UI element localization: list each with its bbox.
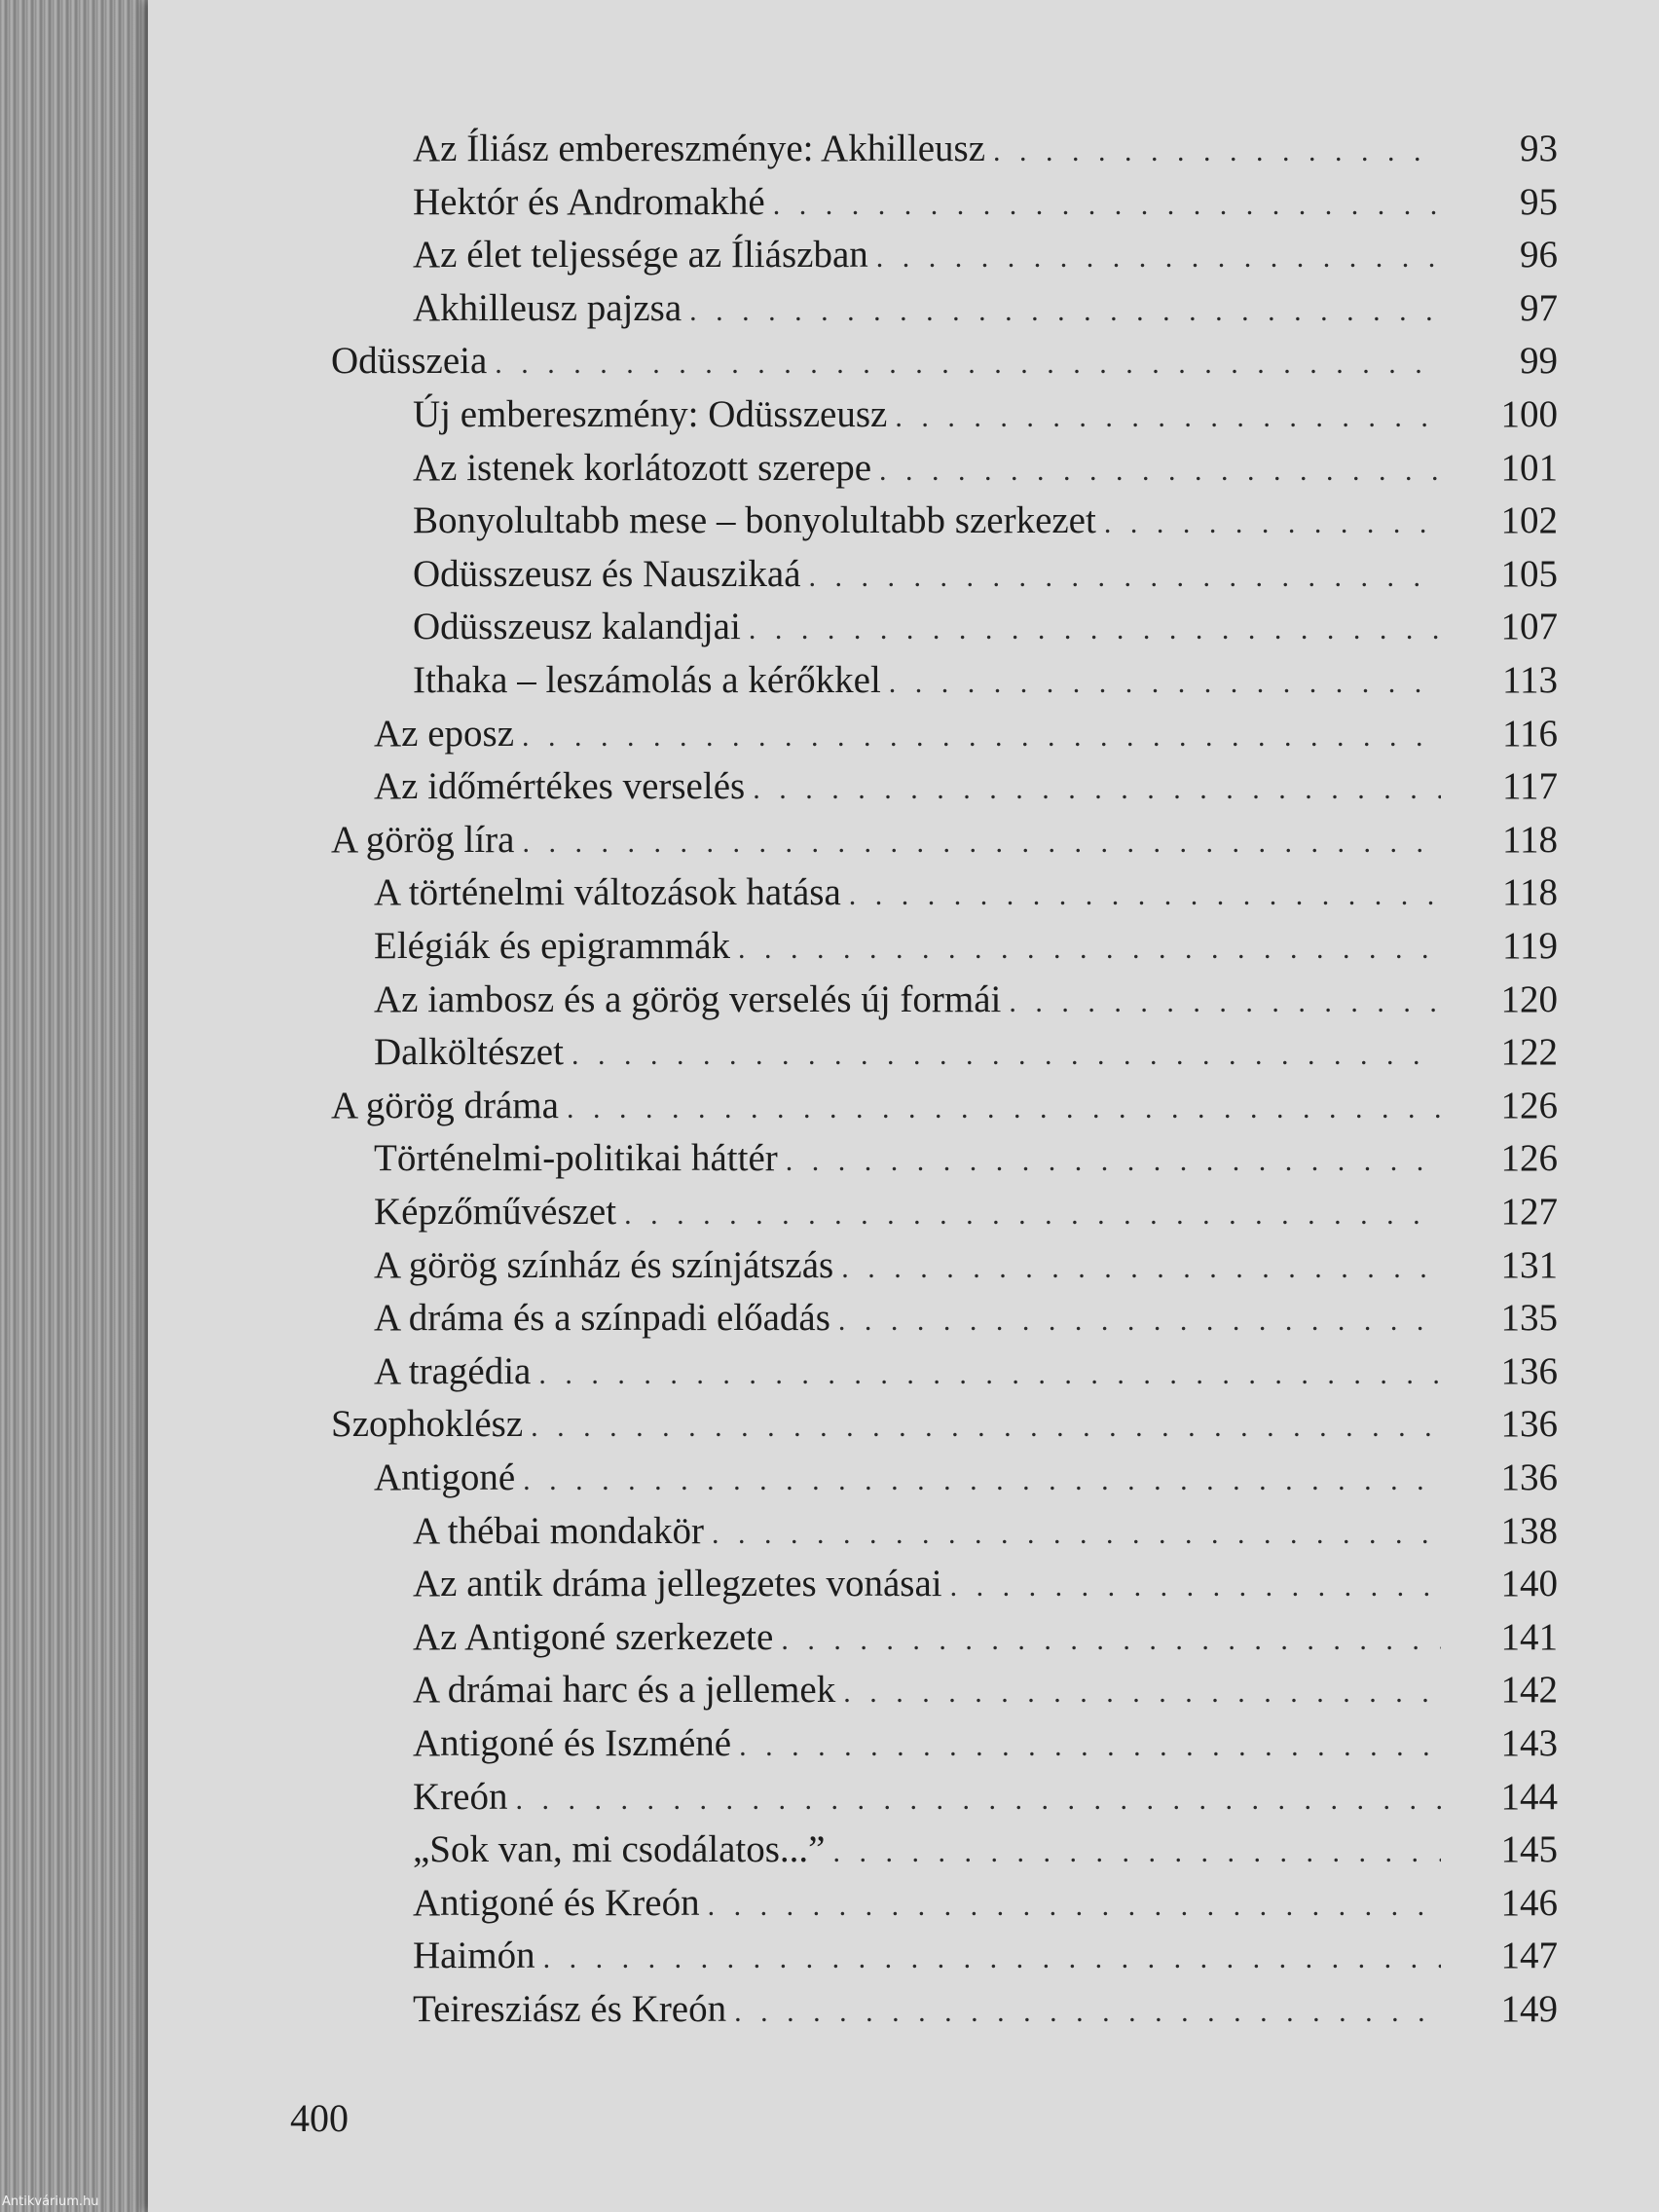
toc-entry-title: Az antik dráma jellegzetes vonásai: [413, 1563, 942, 1605]
toc-entry-title: Az iambosz és a görög verselés új formái: [374, 977, 1002, 1020]
toc-entry: [374, 1134, 1558, 1183]
toc-entry: [374, 762, 1558, 811]
toc-entry-page: 100: [1500, 393, 1558, 435]
toc-entry-title: A thébai mondakör: [413, 1509, 704, 1552]
toc-leader-dots: [849, 871, 1441, 920]
toc-leader-dots: [712, 1510, 1441, 1559]
toc-entry-title: Elégiák és epigrammák: [374, 925, 731, 967]
toc-entry-page: 126: [1500, 1137, 1558, 1180]
toc-entry-page: 136: [1500, 1403, 1558, 1446]
toc-leader-dots: [538, 1350, 1441, 1399]
toc-entry-title: A görög líra: [331, 818, 515, 861]
toc-leader-dots: [1009, 978, 1441, 1027]
toc-leader-dots: [734, 1988, 1441, 2037]
toc-leader-dots: [522, 713, 1441, 761]
toc-entry-title: Bonyolultabb mese – bonyolultabb szerkezet: [413, 499, 1096, 542]
toc-entry: [413, 231, 1558, 279]
toc-entry: [374, 710, 1558, 758]
toc-entry-page: 149: [1500, 1988, 1558, 2030]
toc-entry-page: 131: [1500, 1243, 1558, 1286]
toc-entry-title: Az istenek korlátozott szerepe: [413, 446, 872, 489]
toc-entry-page: 99: [1520, 340, 1558, 383]
toc-leader-dots: [531, 1403, 1441, 1452]
toc-entry: [413, 178, 1558, 227]
toc-entry-title: Antigoné és Iszméné: [413, 1722, 732, 1764]
toc-entry-page: 113: [1501, 659, 1558, 701]
toc-entry-page: 120: [1500, 977, 1558, 1020]
toc-entry-page: 127: [1500, 1191, 1558, 1233]
toc-entry: [374, 1241, 1558, 1290]
toc-entry-title: Szophoklész: [331, 1403, 524, 1446]
toc-entry-title: Akhilleusz pajzsa: [413, 286, 682, 329]
toc-entry-page: 107: [1500, 606, 1558, 648]
toc-entry-page: 118: [1501, 871, 1558, 914]
toc-entry-title: A drámai harc és a jellemek: [413, 1669, 836, 1712]
toc-leader-dots: [708, 1882, 1441, 1931]
toc-entry: [413, 497, 1558, 545]
toc-entry-page: 141: [1500, 1615, 1558, 1658]
toc-leader-dots: [786, 1137, 1441, 1186]
toc-entry: [331, 816, 1558, 865]
toc-entry: [374, 1188, 1558, 1236]
toc-leader-dots: [567, 1085, 1441, 1133]
toc-entry-title: A görög színház és színjátszás: [374, 1243, 834, 1286]
toc-entry-title: A történelmi változások hatása: [374, 871, 841, 914]
toc-entry-page: 143: [1500, 1722, 1558, 1764]
toc-entry-title: Odüsszeusz és Nauszikaá: [413, 552, 801, 595]
toc-entry: [413, 1773, 1558, 1822]
toc-entry: [413, 1932, 1558, 1980]
toc-entry-page: 101: [1500, 446, 1558, 489]
toc-entry-title: Az időmértékes verselés: [374, 765, 746, 808]
toc-leader-dots: [523, 1456, 1441, 1505]
toc-entry: [413, 125, 1558, 173]
toc-entry: [413, 1825, 1558, 1874]
toc-entry: [413, 656, 1558, 705]
toc-entry-page: 146: [1500, 1881, 1558, 1924]
toc-entry-title: Történelmi-politikai háttér: [374, 1137, 778, 1180]
toc-entry-page: 93: [1520, 128, 1558, 169]
toc-entry-title: Odüsszeusz kalandjai: [413, 606, 741, 648]
toc-leader-dots: [876, 234, 1441, 282]
toc-entry-title: Új embereszmény: Odüsszeusz: [413, 393, 888, 435]
toc-leader-dots: [515, 1776, 1441, 1825]
toc-entry-title: „Sok van, mi csodálatos...”: [413, 1828, 826, 1871]
toc-entry-title: A dráma és a színpadi előadás: [374, 1297, 830, 1340]
watermark: Antikvárium.hu: [2, 2194, 99, 2209]
toc-entry: [374, 868, 1558, 917]
toc-entry: [374, 1294, 1558, 1343]
toc-entry-page: 96: [1520, 234, 1558, 276]
toc-entry: [413, 1666, 1558, 1714]
toc-entry-title: Az élet teljessége az Íliászban: [413, 234, 868, 276]
toc-entry-title: Dalköltészet: [374, 1031, 564, 1074]
toc-entry-page: 97: [1520, 286, 1558, 329]
toc-entry-page: 95: [1520, 180, 1558, 223]
toc-entry-title: Kreón: [413, 1775, 508, 1818]
book-page-edges: [0, 0, 156, 2212]
toc-entry-page: 116: [1501, 712, 1558, 755]
toc-entry: [413, 1560, 1558, 1608]
toc-leader-dots: [833, 1828, 1442, 1877]
page-number: 400: [290, 2096, 349, 2140]
toc-entry-title: Odüsszeia: [331, 340, 488, 383]
toc-entry-page: 102: [1500, 499, 1558, 542]
toc-leader-dots: [838, 1297, 1441, 1346]
toc-leader-dots: [738, 925, 1441, 974]
toc-entry-title: A tragédia: [374, 1349, 532, 1392]
toc-leader-dots: [749, 606, 1441, 654]
toc-entry-page: 145: [1500, 1828, 1558, 1871]
toc-entry-page: 142: [1500, 1669, 1558, 1712]
toc-entry: [374, 922, 1558, 971]
toc-entry: [374, 1028, 1558, 1077]
toc-leader-dots: [543, 1935, 1441, 1983]
toc-leader-dots: [950, 1563, 1441, 1611]
toc-entry-page: 119: [1501, 925, 1558, 967]
toc-entry-page: 118: [1501, 818, 1558, 861]
toc-entry: [413, 1985, 1558, 2034]
toc-entry-page: 140: [1500, 1563, 1558, 1605]
toc-entry: [413, 550, 1558, 599]
toc-entry-title: Teiresziász és Kreón: [413, 1988, 727, 2030]
toc-entry: [413, 444, 1558, 493]
toc-entry-page: 105: [1500, 552, 1558, 595]
toc-entry-page: 147: [1500, 1935, 1558, 1977]
toc-entry-page: 136: [1500, 1456, 1558, 1498]
toc-entry-page: 126: [1500, 1084, 1558, 1126]
toc-entry: [413, 390, 1558, 439]
toc-leader-dots: [993, 128, 1441, 176]
toc-entry-page: 135: [1500, 1297, 1558, 1340]
toc-entry: [331, 1400, 1558, 1449]
toc-leader-dots: [1104, 499, 1441, 548]
toc-entry-page: 117: [1501, 765, 1558, 808]
toc-leader-dots: [781, 1616, 1441, 1665]
toc-entry-page: 136: [1500, 1349, 1558, 1392]
toc-leader-dots: [841, 1244, 1441, 1293]
toc-entry: [413, 1879, 1558, 1928]
toc-leader-dots: [843, 1669, 1441, 1717]
toc-entry: [331, 337, 1558, 386]
toc-entry-title: Az Íliász embereszménye: Akhilleusz: [413, 128, 986, 169]
toc-entry-title: Antigoné és Kreón: [413, 1881, 700, 1924]
toc-entry: [413, 603, 1558, 651]
toc-entry: [374, 1454, 1558, 1502]
toc-entry-title: Haimón: [413, 1935, 535, 1977]
toc-entry: [331, 1082, 1558, 1130]
toc-entry: [374, 1347, 1558, 1396]
toc-entry: [413, 1719, 1558, 1768]
toc-entry-title: Az Antigoné szerkezete: [413, 1615, 774, 1658]
toc-leader-dots: [879, 447, 1441, 496]
toc-entry-title: Hektór és Andromakhé: [413, 180, 765, 223]
toc-leader-dots: [895, 393, 1441, 442]
toc-leader-dots: [753, 765, 1441, 814]
toc-entry-page: 122: [1500, 1031, 1558, 1074]
toc-entry-title: Képzőművészet: [374, 1191, 617, 1233]
toc-leader-dots: [809, 553, 1441, 602]
toc-entry-title: A görög dráma: [331, 1084, 559, 1126]
toc-entry-page: 144: [1500, 1775, 1558, 1818]
toc-entry: [413, 1613, 1558, 1662]
toc-leader-dots: [571, 1031, 1441, 1080]
toc-leader-dots: [889, 659, 1441, 708]
toc-leader-dots: [624, 1191, 1441, 1239]
toc-entry-title: Ithaka – leszámolás a kérőkkel: [413, 659, 881, 701]
toc-leader-dots: [773, 181, 1441, 230]
toc-entry-title: Antigoné: [374, 1456, 516, 1498]
toc-leader-dots: [739, 1722, 1441, 1771]
toc-entry: [413, 284, 1558, 333]
toc-entry: [413, 1507, 1558, 1556]
book-page: [148, 0, 1659, 2212]
toc-entry-title: Az eposz: [374, 712, 515, 755]
toc-leader-dots: [689, 287, 1441, 336]
toc-entry-page: 138: [1500, 1509, 1558, 1552]
toc-entry: [374, 976, 1558, 1024]
toc-leader-dots: [522, 819, 1441, 867]
toc-leader-dots: [495, 340, 1441, 388]
